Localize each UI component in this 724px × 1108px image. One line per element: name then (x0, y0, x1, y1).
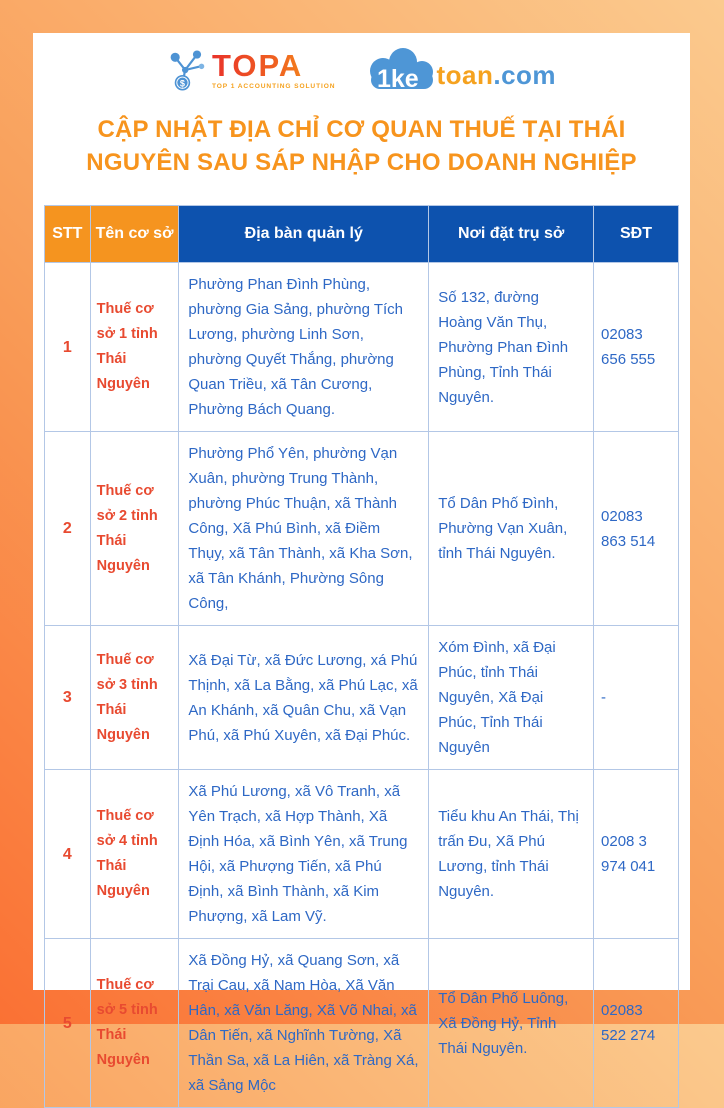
cell-office-name: Thuế cơ sở 1 tỉnh Thái Nguyên (90, 263, 179, 432)
cell-managed-area: Phường Phan Đình Phùng, phường Gia Sảng, phường Tích Lương, phường Linh Sơn, phường Quyết Thắng, phường Quan Triều, xã Tân Cương, Phường Bách Quang. (179, 263, 429, 432)
col-header-ten-co-so: Tên cơ sở (90, 206, 179, 263)
cell-office-name: Thuế cơ sở 4 tỉnh Thái Nguyên (90, 770, 179, 939)
dollar-sign: $ (179, 78, 185, 89)
cell-office-name: Thuế cơ sở 2 tỉnh Thái Nguyên (90, 432, 179, 626)
table-row (45, 263, 679, 432)
table-row (45, 770, 679, 939)
page-title-line-2: NGUYÊN SAU SÁP NHẬP CHO DOANH NGHIỆP (86, 149, 637, 176)
cell-phone: 02083 863 514 (594, 432, 679, 626)
cell-headquarters: Tổ Dân Phố Luông, Xã Đồng Hỷ, Tỉnh Thái Nguyên. (429, 939, 594, 1108)
cell-office-name: Thuế cơ sở 3 tỉnh Thái Nguyên (90, 626, 179, 770)
cell-managed-area: Phường Phổ Yên, phường Vạn Xuân, phường Trung Thành, phường Phúc Thuận, xã Thành Công, Xã Phú Bình, xã Điềm Thụy, xã Tân Thành, xã Kha Sơn, xã Tân Khánh, Phường Sông Công, (179, 432, 429, 626)
cell-stt: 4 (45, 770, 91, 939)
page-title (33, 113, 690, 179)
cell-phone: 0208 3 974 041 (594, 770, 679, 939)
topa-logo (167, 47, 336, 93)
col-header-dia-ban: Địa bàn quản lý (179, 206, 429, 263)
table-body (45, 263, 679, 1108)
content-card (33, 33, 690, 1094)
topa-tagline: TOP 1 ACCOUNTING SOLUTION (211, 82, 336, 90)
cloud-icon (363, 45, 443, 95)
cell-phone: 02083 656 555 (594, 263, 679, 432)
col-header-sdt: SĐT (594, 206, 679, 263)
cell-phone: - (594, 626, 679, 770)
table-row (45, 939, 679, 1108)
tax-office-table (44, 205, 679, 1108)
cell-headquarters: Xóm Đình, xã Đại Phúc, tỉnh Thái Nguyên, Xã Đại Phúc, Tỉnh Thái Nguyên (429, 626, 594, 770)
page-title-line-1: CẬP NHẬT ĐỊA CHỈ CƠ QUAN THUẾ TẠI THÁI (97, 116, 626, 143)
cell-headquarters: Tiểu khu An Thái, Thị trấn Đu, Xã Phú Lương, tỉnh Thái Nguyên. (429, 770, 594, 939)
oneketoan-cloud-text: 1ke (377, 65, 420, 93)
cell-headquarters: Tổ Dân Phố Đình, Phường Vạn Xuân, tỉnh Thái Nguyên. (429, 432, 594, 626)
logo-row (33, 41, 690, 99)
cell-stt: 3 (45, 626, 91, 770)
oneketoan-logo (363, 45, 556, 95)
cell-managed-area: Xã Đồng Hỷ, xã Quang Sơn, xã Trại Cau, xã Nam Hòa, Xã Văn Hân, xã Văn Lăng, Xã Võ Nhai, xã Dân Tiến, xã Nghĩnh Tường, Xã Thần Sa, xã La Hiên, xã Tràng Xá, xã Sảng Mộc (179, 939, 429, 1108)
col-header-stt: STT (45, 206, 91, 263)
cell-phone: 02083 522 274 (594, 939, 679, 1108)
oneketoan-com-text: .com (493, 60, 557, 90)
oneketoan-toan-text: toan (436, 60, 494, 90)
cell-stt: 5 (45, 939, 91, 1108)
table-row (45, 626, 679, 770)
cell-stt: 2 (45, 432, 91, 626)
cell-headquarters: Số 132, đường Hoàng Văn Thụ, Phường Phan Đình Phùng, Tỉnh Thái Nguyên. (429, 263, 594, 432)
table-header (45, 206, 679, 263)
col-header-tru-so: Nơi đặt trụ sở (429, 206, 594, 263)
cell-office-name: Thuế cơ sở 5 tỉnh Thái Nguyên (90, 939, 179, 1108)
cell-managed-area: Xã Phú Lương, xã Vô Tranh, xã Yên Trạch, xã Hợp Thành, Xã Định Hóa, xã Bình Yên, xã Trung Hội, xã Phượng Tiến, xã Phú Định, xã Bình Thành, xã Kim Phượng, xã Lam Vỹ. (179, 770, 429, 939)
cell-stt: 1 (45, 263, 91, 432)
topa-wordmark: TOPA (212, 50, 336, 81)
table-row (45, 432, 679, 626)
cell-managed-area: Xã Đại Từ, xã Đức Lương, xá Phú Thịnh, xã La Bằng, xã Phú Lạc, xã An Khánh, xã Quân Chu, xã Vạn Phú, xã Phú Xuyên, xã Đại Phúc. (179, 626, 429, 770)
topa-network-coin-icon (167, 47, 207, 93)
